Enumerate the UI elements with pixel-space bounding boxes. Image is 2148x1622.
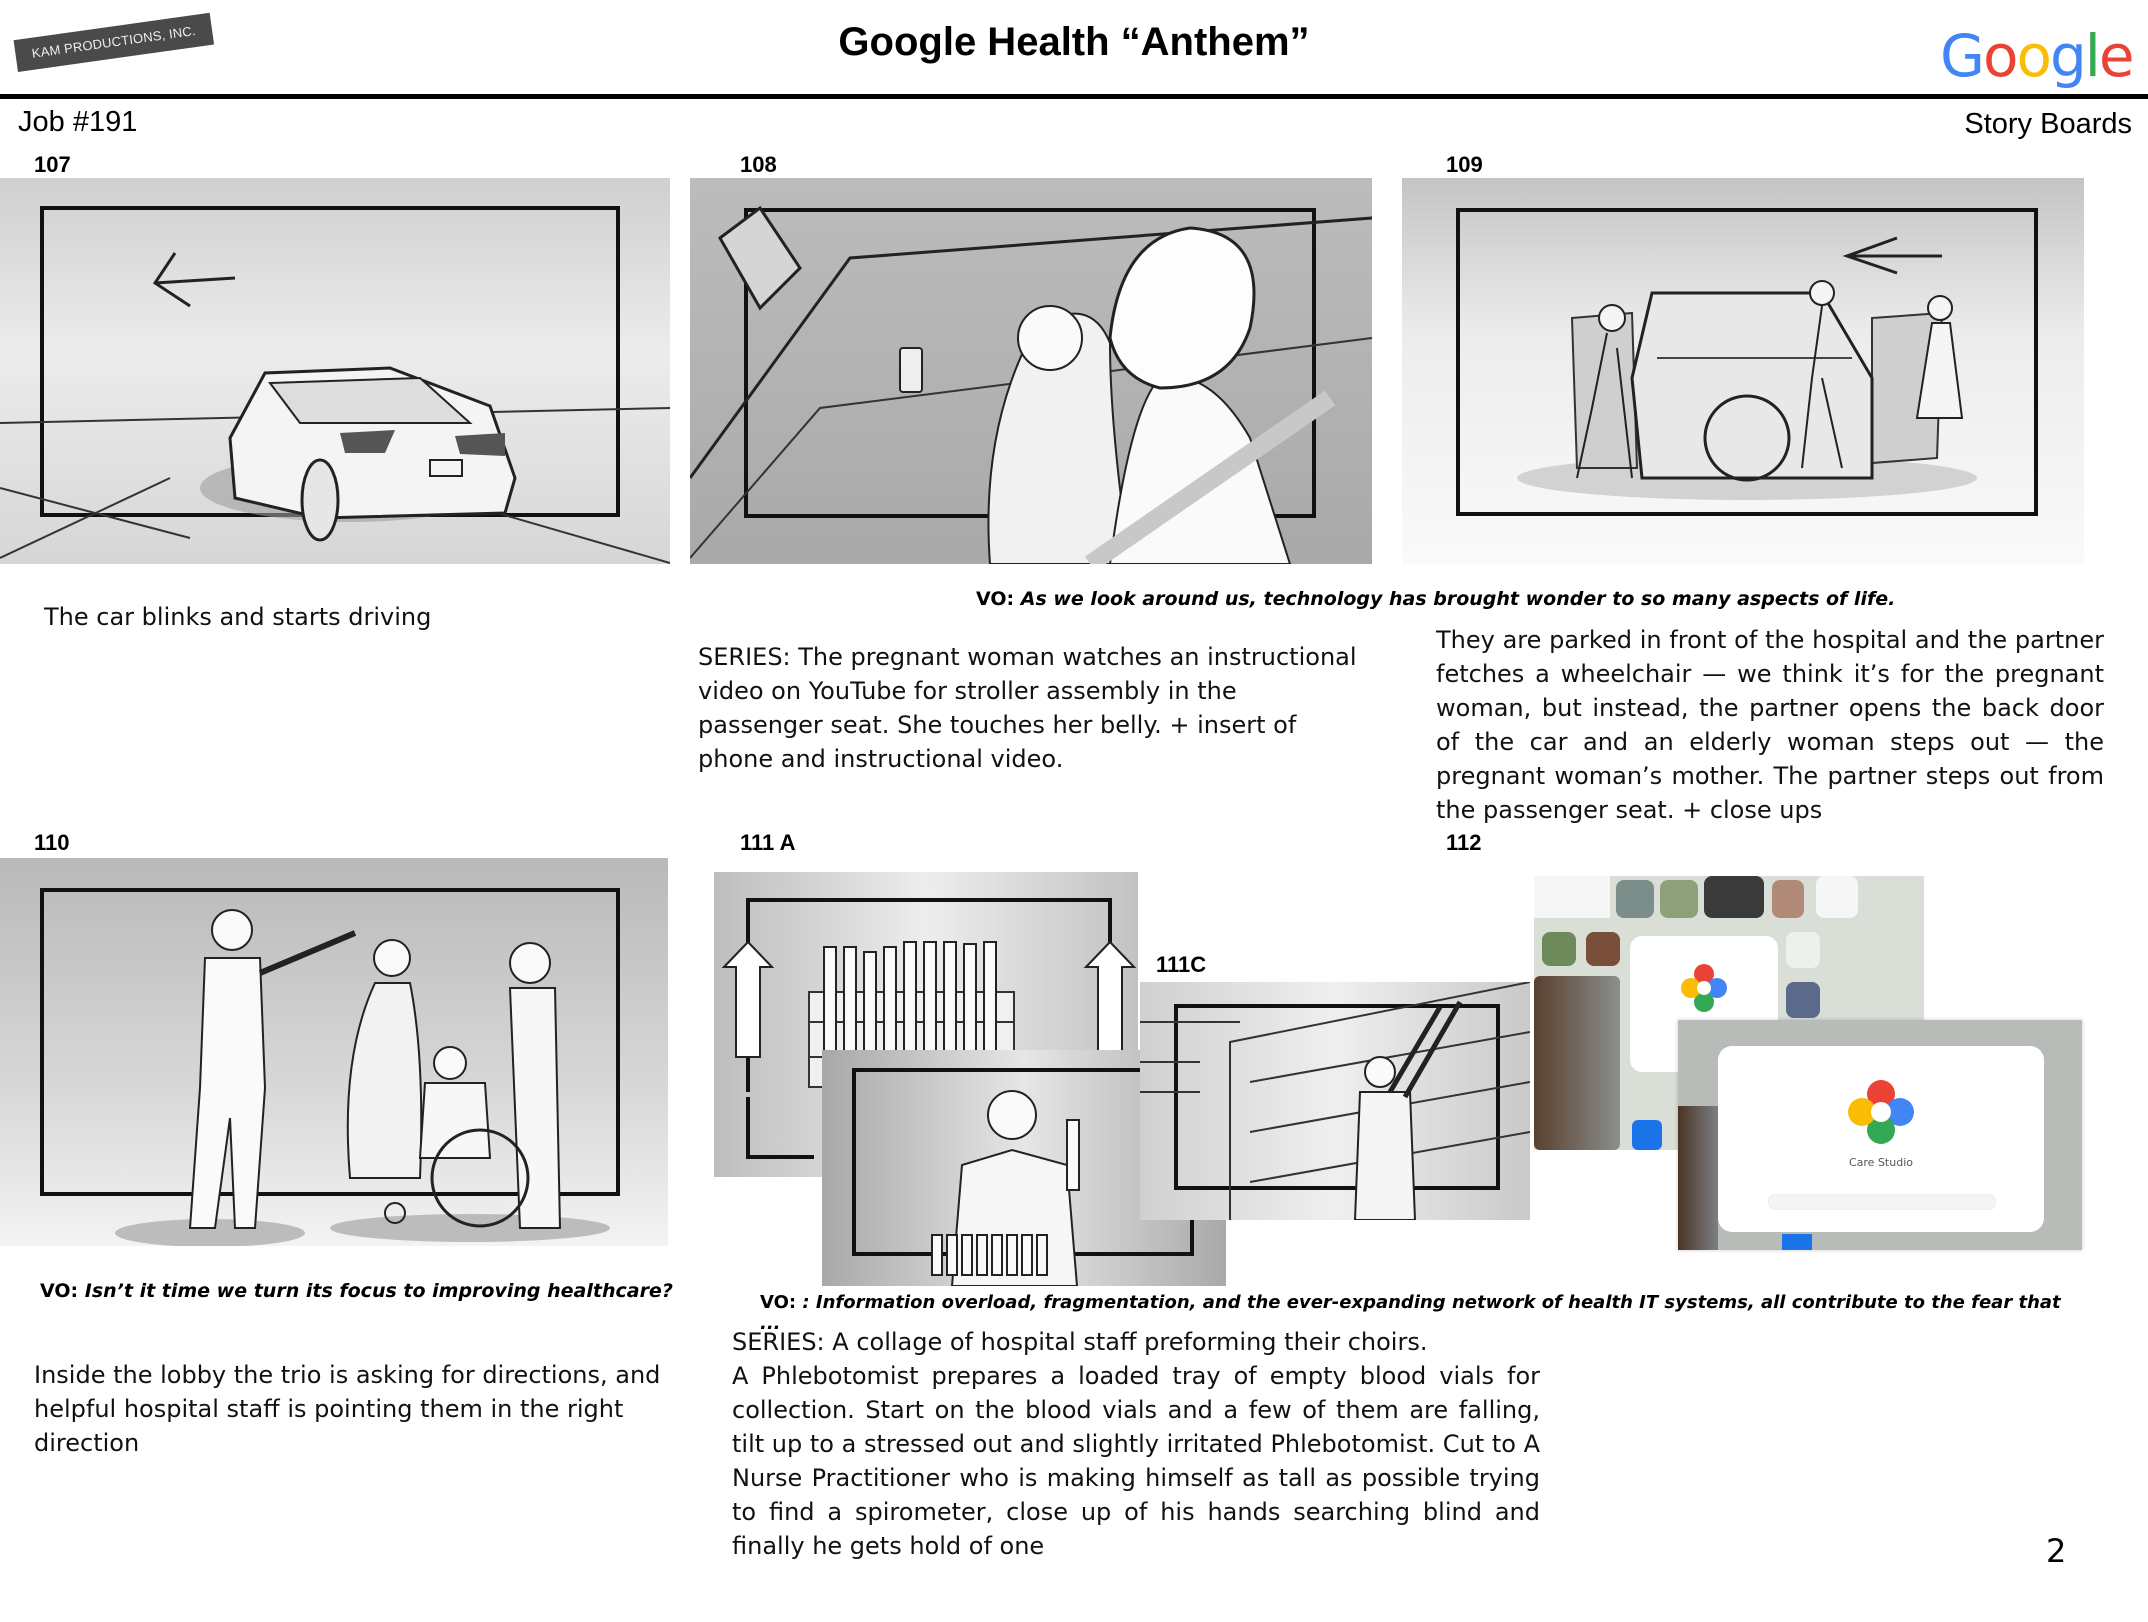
frame-label-110: 110 (34, 830, 70, 855)
section-label: Story Boards (1964, 108, 2132, 140)
voiceover-110 (40, 1280, 720, 1302)
vo-prefix: VO: (760, 1292, 797, 1313)
storyboard-panel-108 (690, 178, 1372, 564)
header-divider (0, 94, 2148, 99)
kam-productions-logo: KAM PRODUCTIONS, INC. (14, 13, 215, 72)
notes-app-icon (1782, 1234, 1812, 1250)
nurse-shelves-sketch-icon (1140, 982, 1530, 1220)
frame-label-111a: 111 A (740, 830, 796, 855)
google-logo-letter: G (1940, 22, 1983, 90)
document-thumbnail (1816, 876, 1858, 918)
google-logo-letter: o (2016, 22, 2050, 90)
frame-label-109: 109 (1446, 152, 1483, 177)
series-111-line: SERIES: A collage of hospital staff preforming their choirs. (732, 1328, 1428, 1356)
google-logo-letter: e (2098, 22, 2133, 90)
google-logo-letter: g (2049, 22, 2085, 90)
vo-text: Isn’t it time we turn its focus to improving healthcare? (84, 1280, 673, 1302)
frame-label-112: 112 (1446, 830, 1482, 855)
photo-thumbnail (1542, 932, 1576, 966)
photo-thumbnail (1616, 880, 1654, 918)
person-photo (1534, 976, 1620, 1150)
photo-thumbnail (1786, 982, 1820, 1018)
care-studio-dialog (1718, 1046, 2044, 1232)
lobby-sketch-icon (0, 858, 668, 1246)
vo-text: As we look around us, technology has brought wonder to so many aspects of life. (1020, 588, 1896, 610)
xray-thumbnail (1704, 876, 1764, 918)
storyboard-panel-110 (0, 858, 668, 1246)
vo-text: : Information overload, fragmentation, and the ever-expanding network of health IT systems, all contribute to the fear that ... (760, 1292, 2061, 1334)
storyboard-panel-111c (1140, 982, 1530, 1220)
wheelchair-sketch-icon (1402, 178, 2084, 564)
photo-thumbnail (1660, 880, 1698, 918)
photo-thumbnail (1586, 932, 1620, 966)
person-photo (1678, 1106, 1718, 1250)
vo-prefix: VO: (976, 588, 1015, 610)
storyboard-panel-109 (1402, 178, 2084, 564)
photo-thumbnail (1772, 880, 1804, 918)
frame-description-110: Inside the lobby the trio is asking for directions, and helpful hospital staff is pointing them in the right direction (34, 1361, 661, 1457)
voiceover-108-109 (976, 588, 2116, 610)
care-studio-search-input[interactable] (1768, 1194, 1996, 1210)
frame-description-108: SERIES: The pregnant woman watches an instructional video on YouTube for stroller assembly in the passenger seat. She touches her belly. + insert of phone and instructional video. (698, 643, 1357, 773)
notes-app-icon (1632, 1120, 1662, 1150)
frame-label-107: 107 (34, 152, 71, 177)
google-logo-letter: l (2084, 22, 2099, 90)
care-studio-label: Care Studio (1848, 1156, 1913, 1169)
patient-list-icon (1786, 932, 1820, 968)
car-interior-sketch-icon (690, 178, 1372, 564)
google-logo-letter: o (1982, 22, 2017, 90)
page-number: 2 (2046, 1532, 2067, 1570)
google-logo (1940, 22, 2133, 90)
job-number: Job #191 (18, 106, 138, 138)
series-111-body: A Phlebotomist prepares a loaded tray of empty blood vials for collection. Start on the blood vials and a few of them are falling, tilt up to a stressed out and slightly irritated Phlebotomist. Cut to A Nurse Practitioner who is making himself as tall as possible trying to find a spirometer, close up of his hands searching blind and finally he gets hold of one (732, 1362, 1540, 1560)
frame-description-109: They are parked in front of the hospital and the partner fetches a wheelchair — we think it’s for the pregnant woman, but instead, the partner opens the back door of the car and an elderly woman steps out — the pregnant woman’s mother. The partner steps out from the passenger seat. + close ups (1436, 626, 2104, 824)
chart-form-thumbnail (1534, 876, 1610, 918)
care-studio-collage-front (1678, 1020, 2082, 1250)
page-title: Google Health “Anthem” (838, 20, 1310, 64)
frame-label-108: 108 (740, 152, 777, 177)
storyboard-panel-107 (0, 178, 670, 564)
frame-description-107: The car blinks and starts driving (44, 603, 432, 631)
frame-label-111c: 111C (1156, 952, 1207, 977)
frame-description-111 (732, 1325, 1540, 1563)
vo-prefix: VO: (40, 1280, 79, 1302)
car-sketch-icon (0, 178, 670, 564)
